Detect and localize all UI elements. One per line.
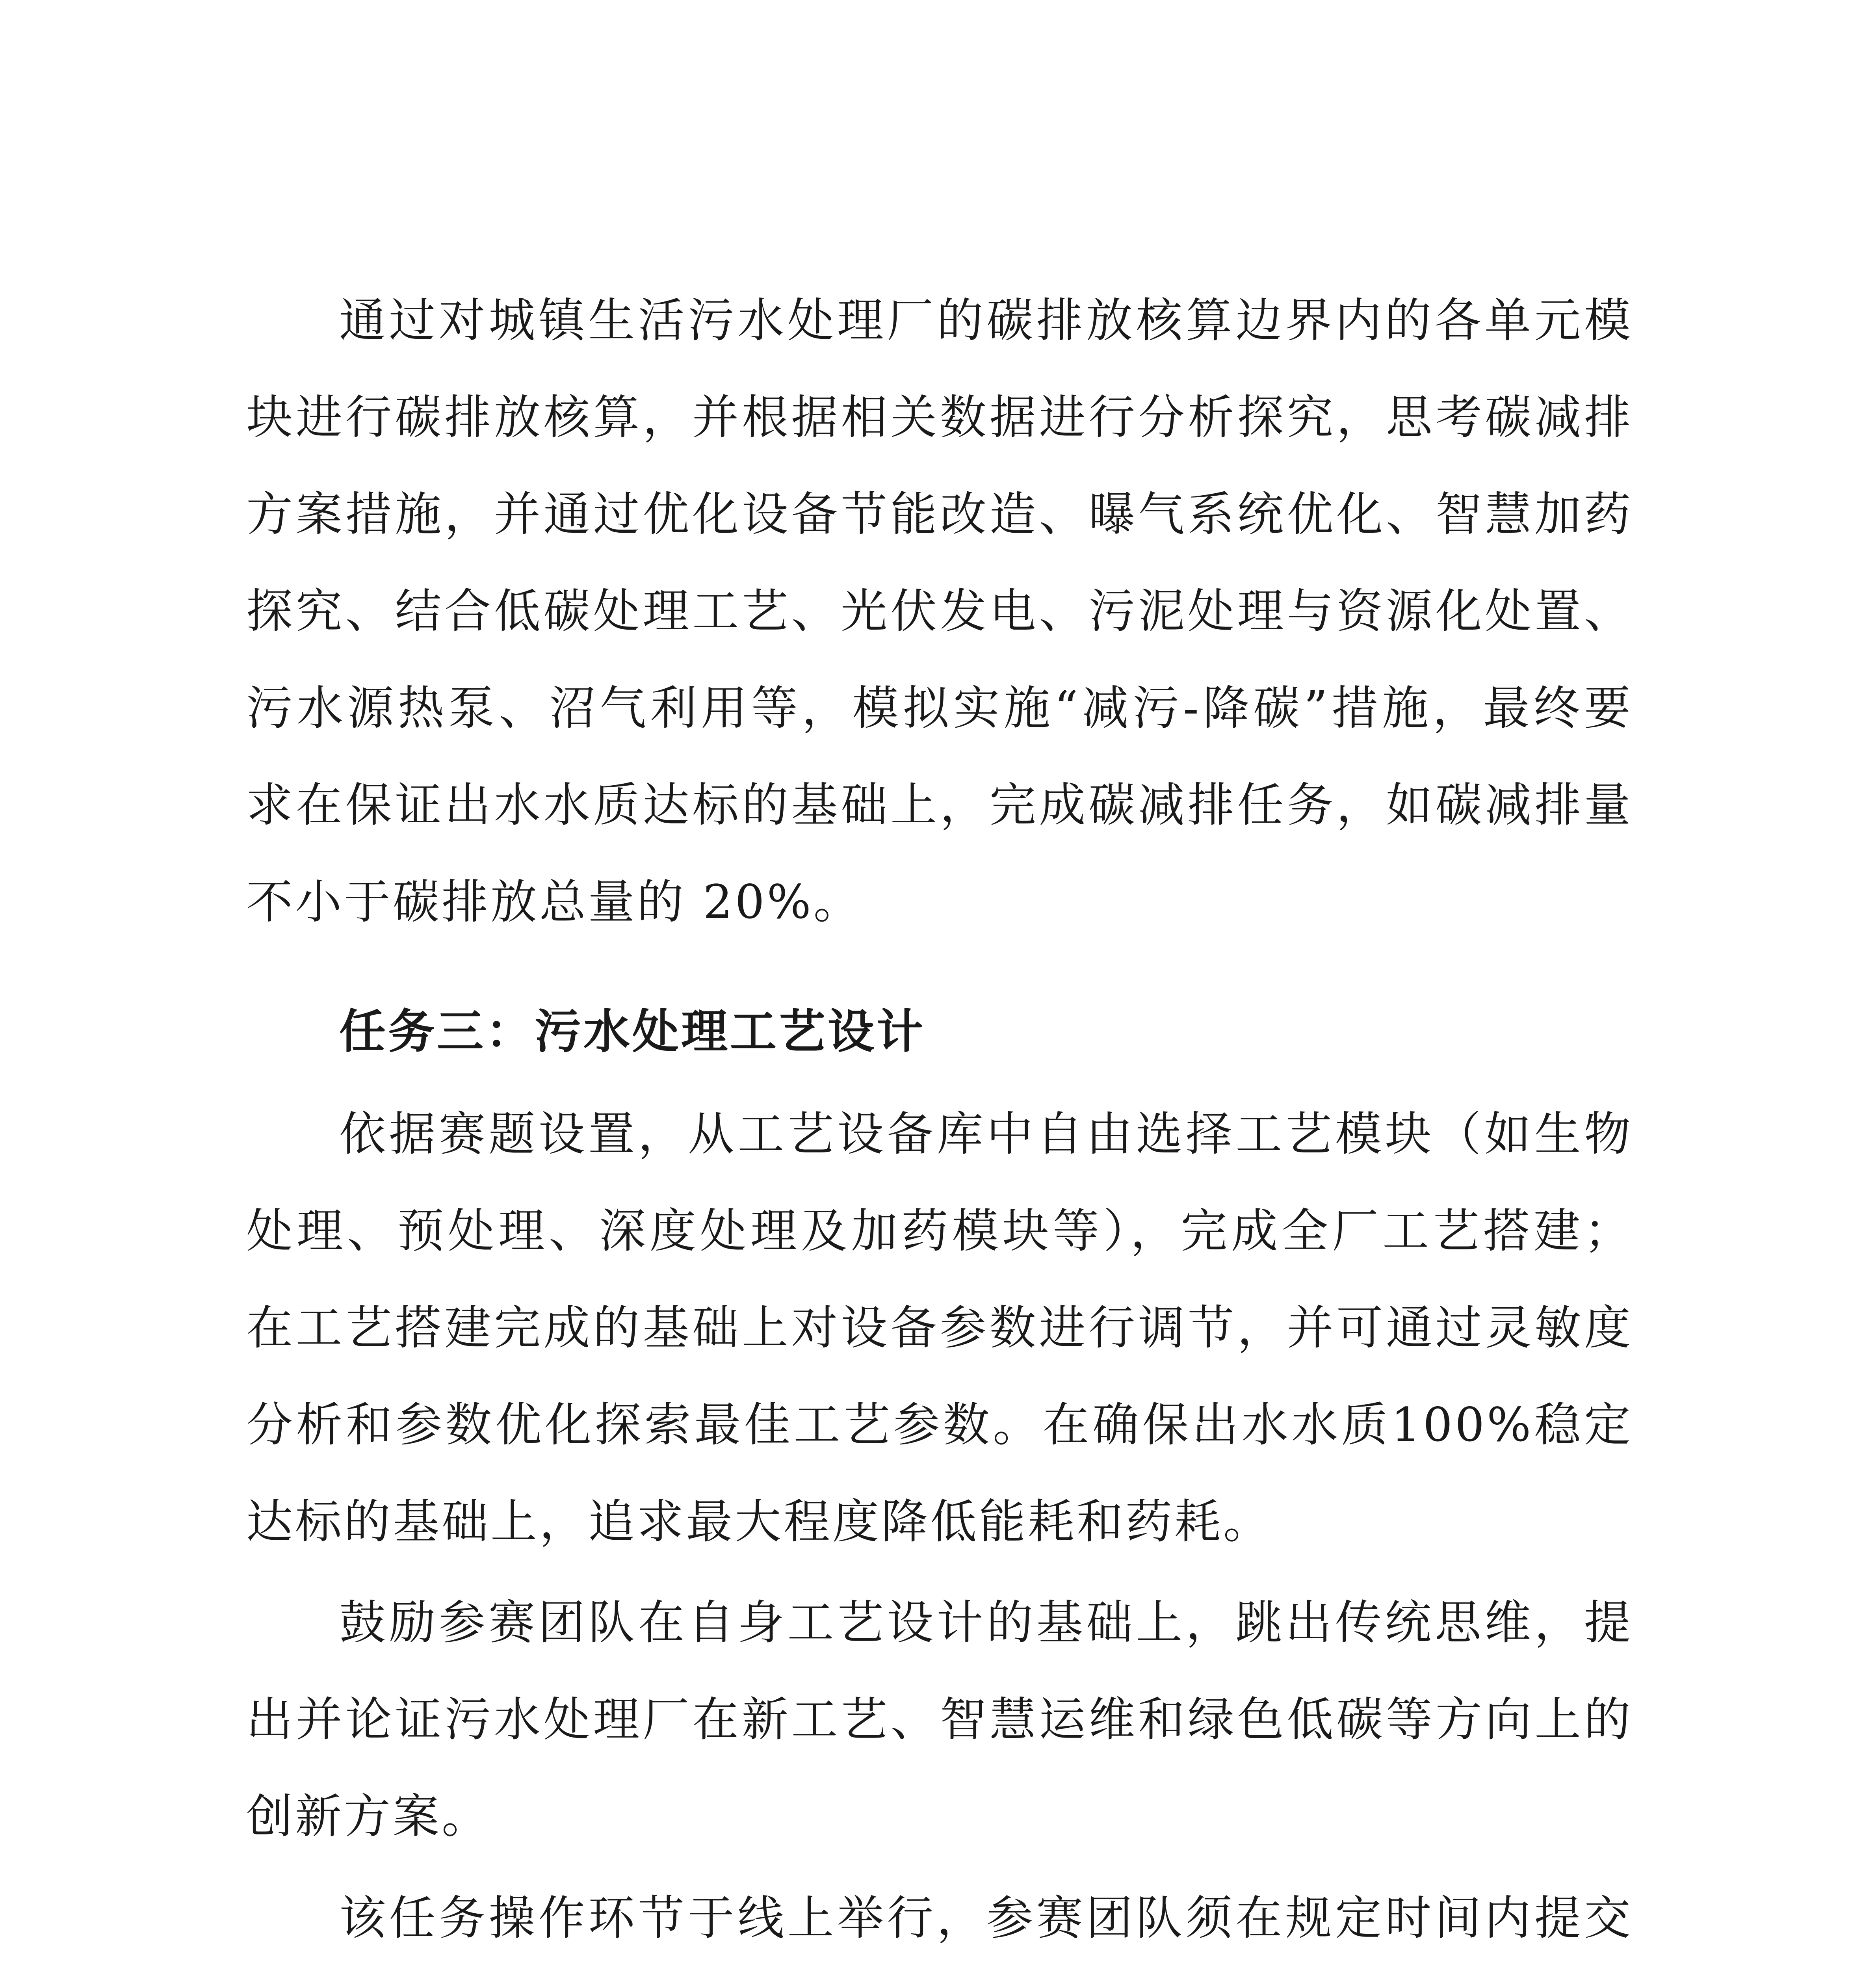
paragraph-carbon-reduction: 通过对城镇生活污水处理厂的碳排放核算边界内的各单元模块进行碳排放核算，并根据相关数据进行分析探究，思考碳减排方案措施，并通过优化设备节能改造、曝气系统优化、智慧加药探究、结合低碳处理工艺、光伏发电、污泥处理与资源化处置、污水源热泵、沼气利用等，模拟实施“减污-降碳”措施，最终要求在保证出水水质达标的基础上，完成碳减排任务，如碳减排量不小于碳排放总量的 20%。 [246, 293, 1633, 929]
paragraph-innovation: 鼓励参赛团队在自身工艺设计的基础上，跳出传统思维，提出并论证污水处理厂在新工艺、智慧运维和绿色低碳等方向上的创新方案。 [246, 1595, 1633, 1844]
paragraph-online-operation: 该任务操作环节于线上举行，参赛团队须在规定时间内提交 [339, 1891, 1633, 1945]
heading-task-three: 任务三：污水处理工艺设计 [339, 1004, 926, 1059]
paragraph-process-design: 依据赛题设置，从工艺设备库中自由选择工艺模块（如生物处理、预处理、深度处理及加药模块等），完成全厂工艺搭建；在工艺搭建完成的基础上对设备参数进行调节，并可通过灵敏度分析和参数优化探索最佳工艺参数。在确保出水水质100%稳定达标的基础上，追求最大程度降低能耗和药耗。 [246, 1107, 1633, 1549]
